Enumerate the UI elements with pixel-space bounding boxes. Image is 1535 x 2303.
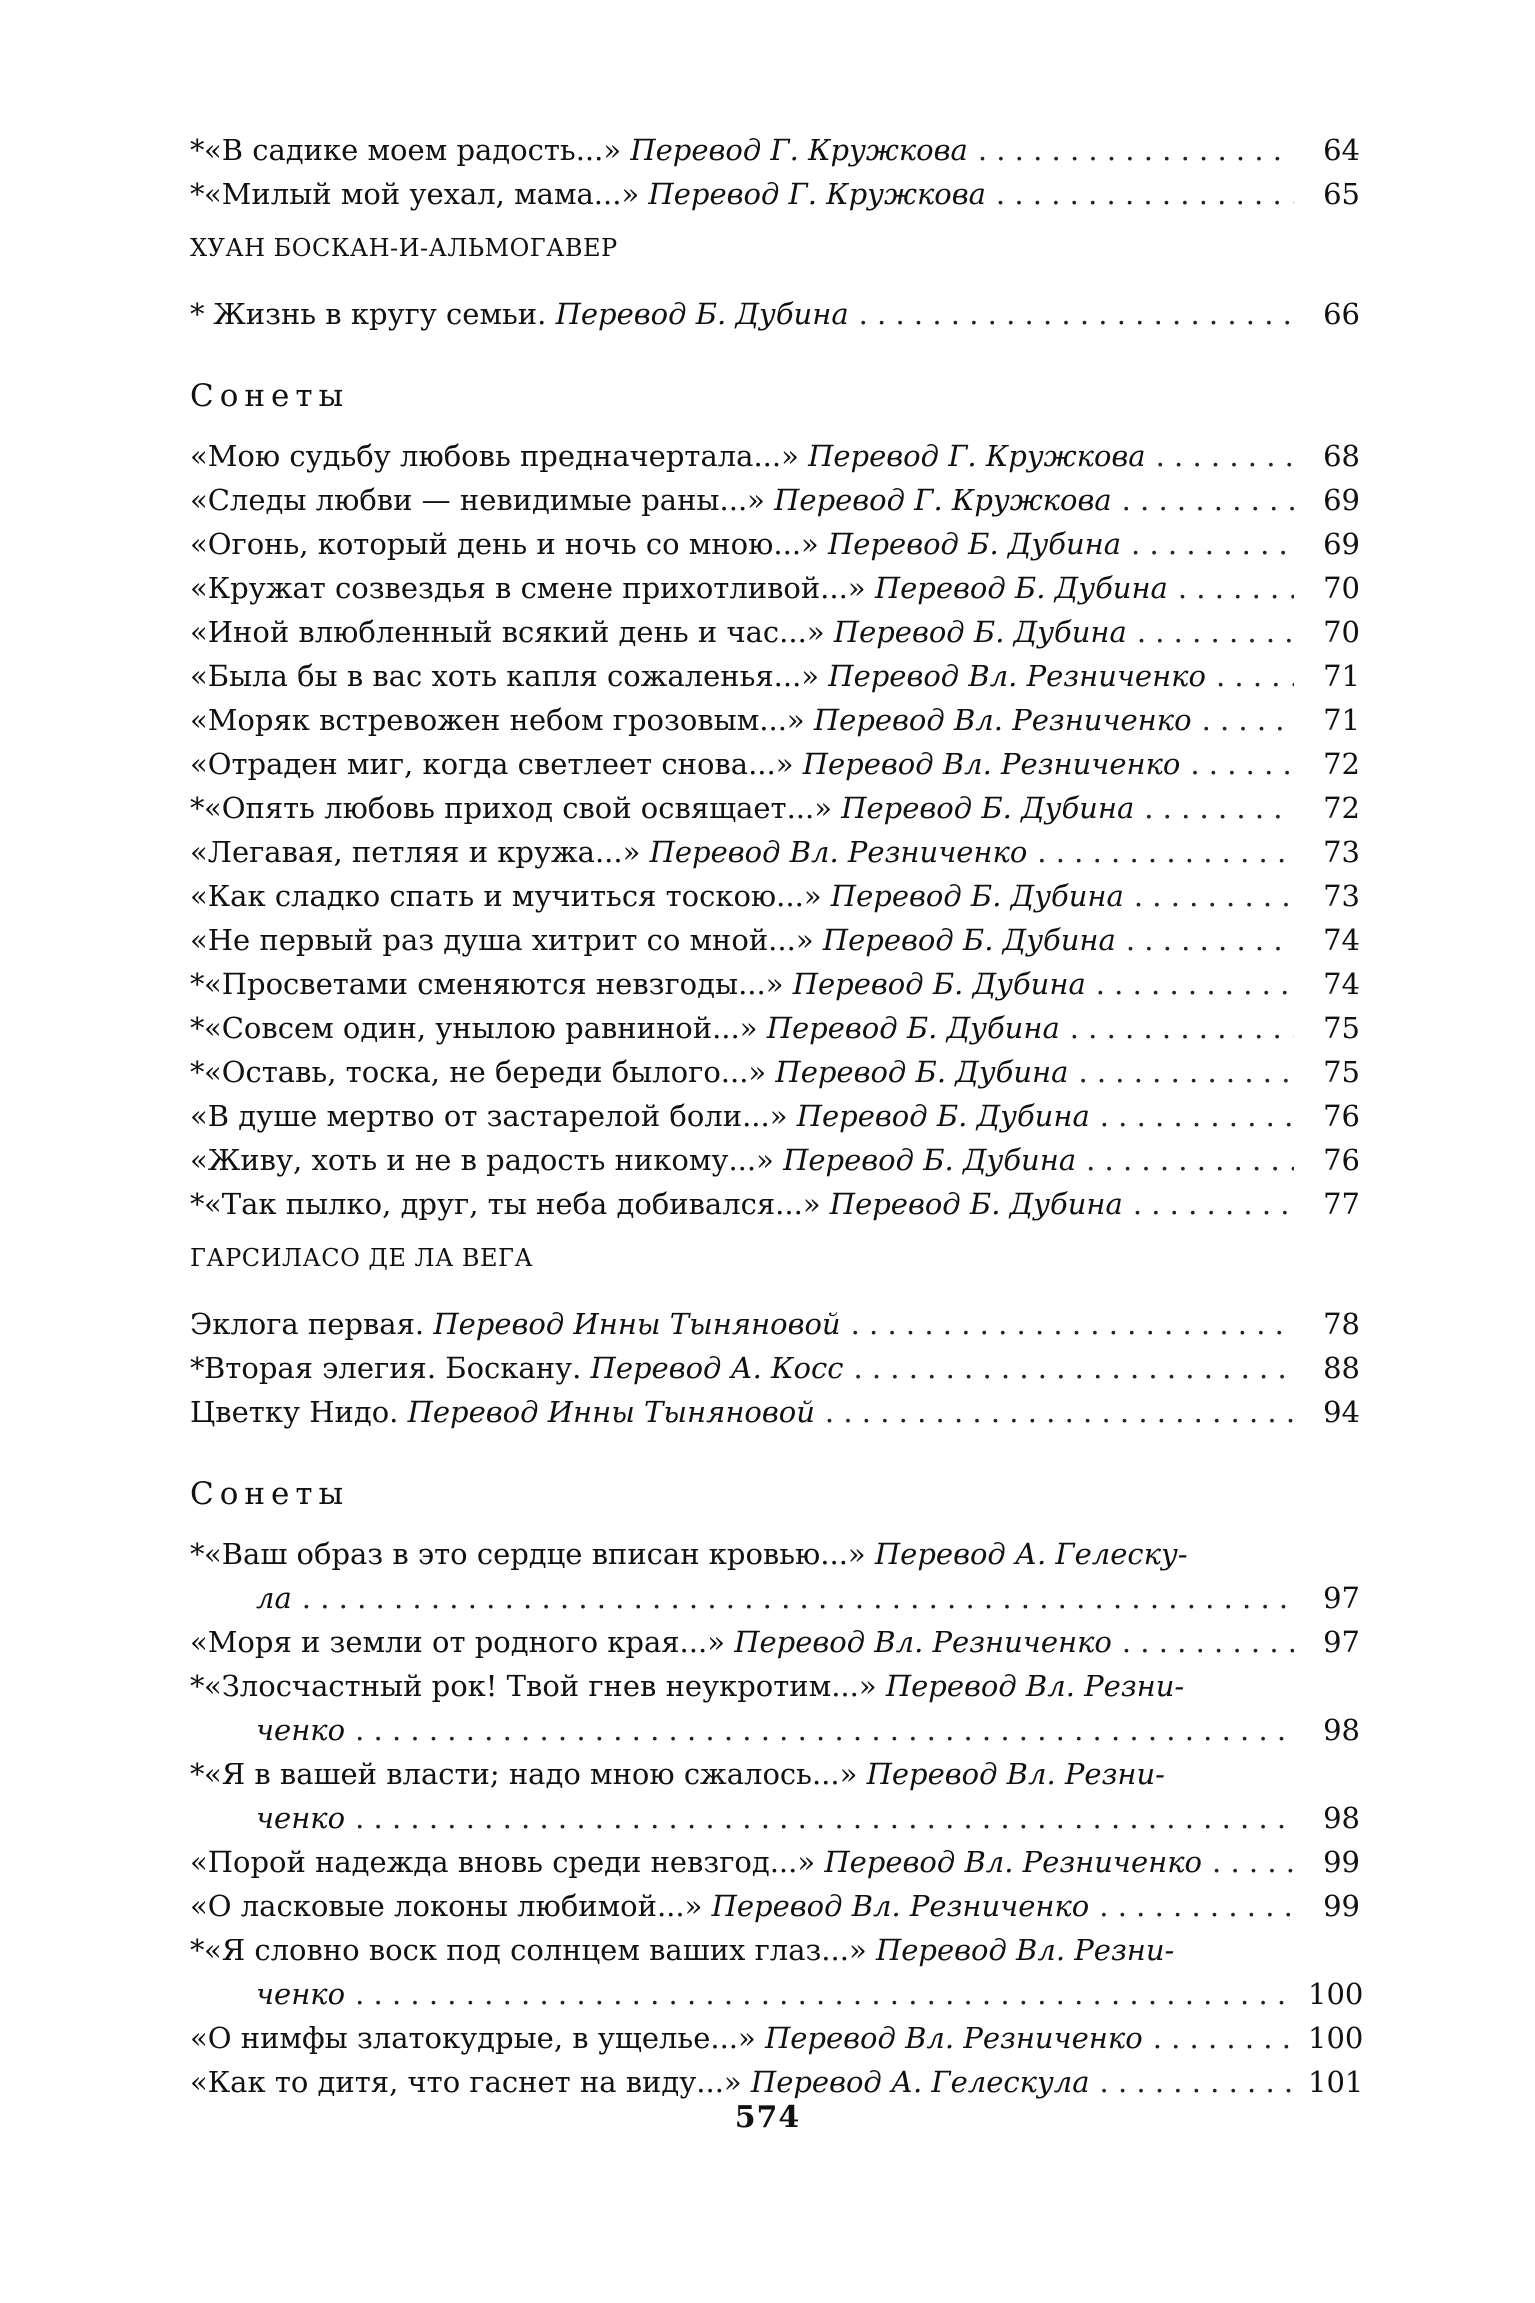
entry-text <box>190 962 1086 1006</box>
entry-text <box>190 742 1180 786</box>
dot-leader <box>302 1576 1294 1620</box>
dot-leader <box>1100 2060 1294 2104</box>
entry-title: «Злосчастный рок! Твой гнев неукротим...» <box>204 1669 877 1703</box>
entry-title: «Не первый раз душа хитрит со мной...» <box>190 923 814 957</box>
dot-leader <box>1122 478 1294 522</box>
entry-text <box>190 1752 1165 1796</box>
author-heading: ГАРСИЛАСО ДЕ ЛА ВЕГА <box>190 1244 534 1272</box>
entry-text <box>190 172 986 216</box>
entry-page: 99 <box>1323 1845 1360 1879</box>
entry-text <box>190 434 1146 478</box>
dot-leader <box>1037 830 1294 874</box>
entry-title: «Совсем один, унылою равниной...» <box>204 1011 758 1045</box>
entry-title: «Отраден миг, когда светлеет снова...» <box>190 747 794 781</box>
entry-title: Жизнь в кругу семьи. <box>204 297 547 331</box>
toc-entry <box>190 1302 1360 1346</box>
entry-translator: Перевод Вл. Резниченко <box>711 1889 1090 1923</box>
toc-entry <box>190 1752 1360 1796</box>
dot-leader <box>1153 2016 1294 2060</box>
entry-title: «Была бы в вас хоть капля сожаленья...» <box>190 659 820 693</box>
toc-entry <box>190 1050 1360 1094</box>
entry-translator: Перевод Б. Дубина <box>792 967 1086 1001</box>
entry-translator: Перевод Инны Тыняновой <box>407 1395 815 1429</box>
entry-title: «Моряк встревожен небом грозовым...» <box>190 703 805 737</box>
entry-text <box>190 1390 815 1434</box>
entry-title: «Как сладко спать и мучиться тоскою...» <box>190 879 822 913</box>
entry-text <box>190 566 1168 610</box>
dot-leader <box>1096 962 1294 1006</box>
entry-title: «Опять любовь приход свой освящает...» <box>204 791 832 825</box>
entry-page: 76 <box>1323 1143 1360 1177</box>
entry-text <box>190 1302 841 1346</box>
entry-page: 64 <box>1323 133 1360 167</box>
dot-leader <box>1078 1050 1294 1094</box>
entry-page: 69 <box>1323 527 1360 561</box>
new-translation-mark: * <box>190 177 205 211</box>
entry-page: 76 <box>1323 1099 1360 1133</box>
entry-translator: Перевод А. Гелеску- <box>874 1537 1188 1571</box>
entry-translator: Перевод Б. Дубина <box>766 1011 1060 1045</box>
entry-text <box>190 1006 1060 1050</box>
entry-text <box>190 830 1027 874</box>
entry-title: «Как то дитя, что гаснет на виду...» <box>190 2065 742 2099</box>
dot-leader <box>1131 522 1294 566</box>
entry-translator-continuation: ченко <box>256 1977 346 2011</box>
entry-translator: Перевод Вл. Резниченко <box>824 1845 1203 1879</box>
new-translation-mark: * <box>190 1187 205 1221</box>
entry-page: 71 <box>1323 659 1360 693</box>
entry-page: 73 <box>1323 879 1360 913</box>
toc-entry <box>190 1006 1360 1050</box>
entry-page: 101 <box>1308 2065 1364 2099</box>
dot-leader <box>825 1390 1294 1434</box>
entry-page: 66 <box>1323 297 1360 331</box>
dot-leader <box>996 172 1294 216</box>
entry-text <box>190 1182 1123 1226</box>
toc-entry <box>190 1390 1360 1434</box>
toc-entry <box>190 434 1360 478</box>
entry-translator-continuation: ченко <box>256 1713 346 1747</box>
entry-translator: Перевод Вл. Резни- <box>875 1933 1175 1967</box>
toc-entry <box>190 566 1360 610</box>
toc-entry <box>190 1182 1360 1226</box>
dot-leader <box>1126 918 1294 962</box>
entry-text <box>190 1620 1112 1664</box>
dot-leader <box>355 1708 1294 1752</box>
entry-text <box>190 1664 1184 1708</box>
entry-translator: Перевод Б. Дубина <box>833 615 1127 649</box>
entry-text <box>190 1532 1188 1576</box>
entry-title: «Я в вашей власти; надо мною сжалось...» <box>204 1757 858 1791</box>
entry-page: 68 <box>1323 439 1360 473</box>
entry-page: 100 <box>1308 1977 1364 2011</box>
entry-translator: Перевод Б. Дубина <box>822 923 1116 957</box>
entry-translator: Перевод Б. Дубина <box>796 1099 1090 1133</box>
entry-page: 72 <box>1323 747 1360 781</box>
entry-text <box>190 654 1206 698</box>
toc-entry <box>190 1884 1360 1928</box>
new-translation-mark: * <box>190 1351 205 1385</box>
dot-leader <box>1178 566 1294 610</box>
entry-title: «Следы любви — невидимые раны...» <box>190 483 765 517</box>
entry-page: 100 <box>1308 2021 1364 2055</box>
new-translation-mark: * <box>190 1669 205 1703</box>
toc-entry <box>190 1928 1360 1972</box>
entry-title: «Так пылко, друг, ты неба добивался...» <box>204 1187 821 1221</box>
entry-translator: Перевод Вл. Резниченко <box>813 703 1192 737</box>
new-translation-mark: * <box>190 1933 205 1967</box>
toc-entry-continuation <box>190 1796 1360 1840</box>
author-heading: ХУАН БОСКАН-И-АЛЬМОГАВЕР <box>190 234 618 262</box>
entry-text <box>190 918 1116 962</box>
entry-page: 69 <box>1323 483 1360 517</box>
entry-text <box>190 1840 1202 1884</box>
entry-title: «О нимфы златокудрые, в ущелье...» <box>190 2021 756 2055</box>
entry-text <box>190 874 1124 918</box>
entry-translator: Перевод Б. Дубина <box>830 879 1124 913</box>
entry-translator-continuation: ченко <box>256 1801 346 1835</box>
toc-entry <box>190 1840 1360 1884</box>
entry-page: 74 <box>1323 967 1360 1001</box>
dot-leader <box>978 128 1294 172</box>
dot-leader <box>1202 698 1294 742</box>
entry-translator: Перевод Вл. Резни- <box>866 1757 1165 1791</box>
entry-text <box>190 610 1127 654</box>
entry-translator: Перевод Вл. Резниченко <box>649 835 1028 869</box>
dot-leader <box>1099 1884 1294 1928</box>
dot-leader <box>1216 654 1294 698</box>
entry-title: «Иной влюбленный всякий день и час...» <box>190 615 825 649</box>
entry-title: «В садике моем радость...» <box>204 133 622 167</box>
entry-text <box>190 1138 1076 1182</box>
toc-entry <box>190 918 1360 962</box>
entry-page: 97 <box>1323 1581 1360 1615</box>
entry-title: «Порой надежда вновь среди невзгод...» <box>190 1845 816 1879</box>
dot-leader <box>355 1796 1294 1840</box>
entry-text <box>190 1928 1174 1972</box>
entry-translator: Перевод Б. Дубина <box>841 791 1135 825</box>
entry-page: 70 <box>1323 615 1360 649</box>
toc-entry <box>190 1346 1360 1390</box>
entry-page: 99 <box>1323 1889 1360 1923</box>
toc-entry <box>190 830 1360 874</box>
dot-leader <box>851 1302 1294 1346</box>
dot-leader <box>1144 786 1294 830</box>
toc-entry <box>190 1532 1360 1576</box>
entry-title: Эклога первая. <box>190 1307 425 1341</box>
new-translation-mark: * <box>190 967 205 1001</box>
dot-leader <box>1134 874 1294 918</box>
entry-title: «Моря и земли от родного края...» <box>190 1625 725 1659</box>
entry-translator: Перевод Г. Кружкова <box>648 177 986 211</box>
new-translation-mark: * <box>190 1011 205 1045</box>
entry-page: 71 <box>1323 703 1360 737</box>
entry-translator-continuation: ла <box>256 1581 292 1615</box>
toc-entry <box>190 128 1360 172</box>
dot-leader <box>1190 742 1294 786</box>
entry-translator: Перевод А. Гелескула <box>750 2065 1090 2099</box>
toc-entry <box>190 654 1360 698</box>
entry-text <box>190 522 1121 566</box>
section-heading: Сонеты <box>190 378 350 414</box>
entry-page: 75 <box>1323 1011 1360 1045</box>
table-of-contents <box>190 128 1364 2104</box>
dot-leader <box>1100 1094 1294 1138</box>
entry-translator: Перевод Б. Дубина <box>829 1187 1123 1221</box>
new-translation-mark: * <box>190 1055 205 1089</box>
toc-entry <box>190 2016 1364 2060</box>
entry-text <box>190 478 1112 522</box>
entry-title: «Милый мой уехал, мама...» <box>204 177 640 211</box>
entry-text <box>190 2016 1143 2060</box>
dot-leader <box>1122 1620 1294 1664</box>
entry-page: 72 <box>1323 791 1360 825</box>
entry-title: «Кружат созвездья в смене прихотливой...» <box>190 571 866 605</box>
entry-page: 74 <box>1323 923 1360 957</box>
dot-leader <box>859 292 1294 336</box>
entry-text <box>190 128 968 172</box>
entry-page: 94 <box>1323 1395 1360 1429</box>
entry-translator: Перевод Б. Дубина <box>783 1143 1077 1177</box>
new-translation-mark: * <box>190 1757 205 1791</box>
toc-entry-continuation <box>190 1576 1360 1620</box>
entry-title: «Легавая, петляя и кружа...» <box>190 835 641 869</box>
entry-text <box>190 292 849 336</box>
toc-entry <box>190 698 1360 742</box>
toc-entry <box>190 1620 1360 1664</box>
dot-leader <box>1156 434 1294 478</box>
entry-translator: Перевод Г. Кружкова <box>774 483 1112 517</box>
new-translation-mark: * <box>190 791 205 825</box>
dot-leader <box>1212 1840 1294 1884</box>
section-heading: Сонеты <box>190 1476 350 1512</box>
new-translation-mark: * <box>190 133 205 167</box>
entry-translator: Перевод Вл. Резниченко <box>802 747 1181 781</box>
entry-translator: Перевод Г. Кружкова <box>808 439 1146 473</box>
entry-title: «Огонь, который день и ночь со мною...» <box>190 527 819 561</box>
toc-entry <box>190 742 1360 786</box>
toc-entry <box>190 1138 1360 1182</box>
entry-page: 77 <box>1323 1187 1360 1221</box>
entry-title: Цветку Нидо. <box>190 1395 399 1429</box>
entry-translator: Перевод А. Косс <box>590 1351 844 1385</box>
entry-title: «Живу, хоть и не в радость никому...» <box>190 1143 774 1177</box>
entry-title: Вторая элегия. Боскану. <box>204 1351 582 1385</box>
entry-translator: Перевод Б. Дубина <box>775 1055 1069 1089</box>
entry-title: «В душе мертво от застарелой боли...» <box>190 1099 788 1133</box>
entry-translator: Перевод Г. Кружкова <box>630 133 968 167</box>
entry-title: «Ваш образ в это сердце вписан кровью...» <box>204 1537 866 1571</box>
dot-leader <box>1070 1006 1294 1050</box>
toc-entry <box>190 522 1360 566</box>
dot-leader <box>355 1972 1294 2016</box>
entry-page: 98 <box>1323 1801 1360 1835</box>
entry-page: 88 <box>1323 1351 1360 1385</box>
dot-leader <box>853 1346 1294 1390</box>
toc-entry <box>190 962 1360 1006</box>
entry-translator: Перевод Вл. Резни- <box>885 1669 1185 1703</box>
toc-entry <box>190 478 1360 522</box>
entry-title: «Мою судьбу любовь предначертала...» <box>190 439 799 473</box>
entry-page: 97 <box>1323 1625 1360 1659</box>
entry-page: 75 <box>1323 1055 1360 1089</box>
toc-entry-continuation <box>190 1972 1364 2016</box>
entry-translator: Перевод Вл. Резниченко <box>734 1625 1112 1659</box>
entry-translator: Перевод Вл. Резниченко <box>765 2021 1143 2055</box>
entry-page: 78 <box>1323 1307 1360 1341</box>
entry-translator: Перевод Б. Дубина <box>828 527 1122 561</box>
entry-translator: Перевод Инны Тыняновой <box>433 1307 841 1341</box>
entry-translator: Перевод Б. Дубина <box>874 571 1168 605</box>
entry-title: «Оставь, тоска, не береди былого...» <box>204 1055 767 1089</box>
entry-title: «Просветами сменяются невзгоды...» <box>204 967 784 1001</box>
toc-entry <box>190 2060 1364 2104</box>
entry-text <box>190 698 1192 742</box>
entry-text <box>190 1094 1090 1138</box>
new-translation-mark: * <box>190 297 205 331</box>
entry-page: 65 <box>1323 177 1360 211</box>
entry-text <box>190 1050 1068 1094</box>
toc-entry <box>190 786 1360 830</box>
entry-page: 70 <box>1323 571 1360 605</box>
toc-entry <box>190 610 1360 654</box>
toc-entry <box>190 874 1360 918</box>
toc-entry <box>190 172 1360 216</box>
entry-text <box>190 2060 1090 2104</box>
dot-leader <box>1086 1138 1294 1182</box>
entry-page: 73 <box>1323 835 1360 869</box>
new-translation-mark: * <box>190 1537 205 1571</box>
entry-translator: Перевод Вл. Резниченко <box>828 659 1206 693</box>
page-number: 574 <box>734 2100 801 2135</box>
toc-entry-continuation <box>190 1708 1360 1752</box>
dot-leader <box>1133 1182 1294 1226</box>
entry-text <box>190 1346 843 1390</box>
entry-title: «Я словно воск под солнцем ваших глаз...» <box>204 1933 867 1967</box>
toc-entry <box>190 1664 1360 1708</box>
toc-entry <box>190 292 1360 336</box>
dot-leader <box>1137 610 1294 654</box>
entry-text <box>190 1884 1089 1928</box>
entry-text <box>190 786 1134 830</box>
entry-translator: Перевод Б. Дубина <box>555 297 849 331</box>
entry-title: «О ласковые локоны любимой...» <box>190 1889 703 1923</box>
toc-entry <box>190 1094 1360 1138</box>
entry-page: 98 <box>1323 1713 1360 1747</box>
